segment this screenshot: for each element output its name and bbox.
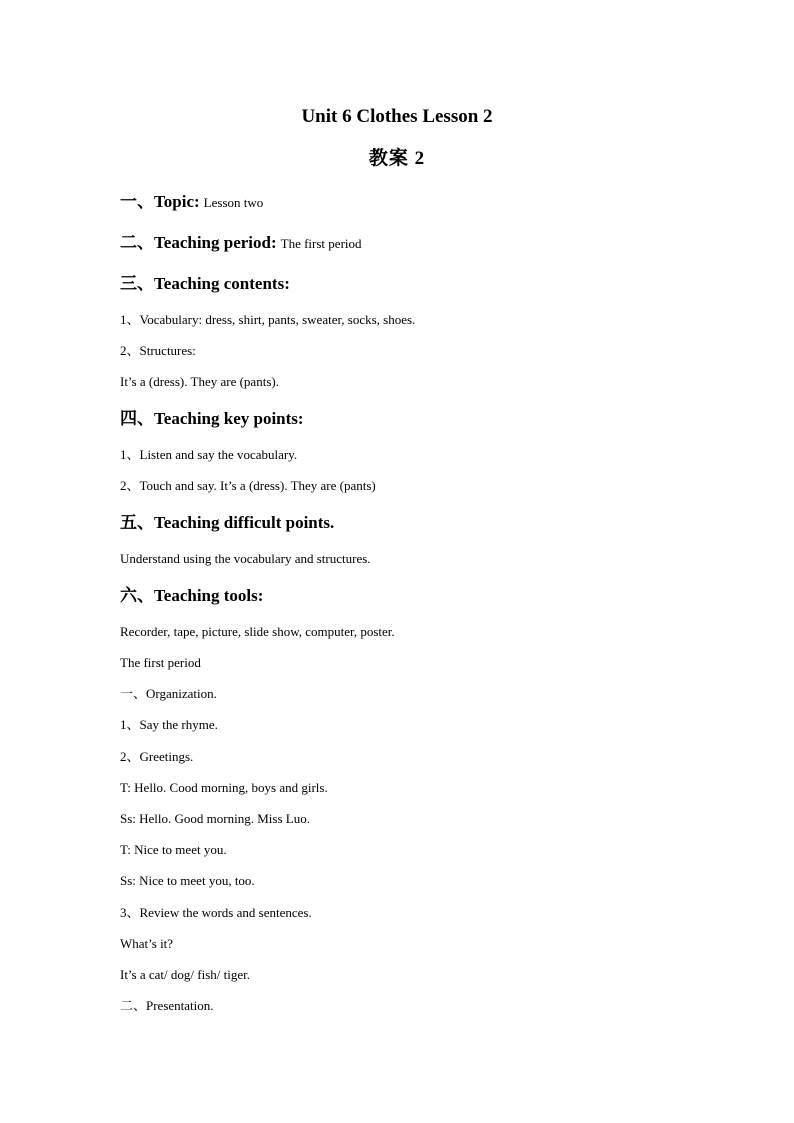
contents-line: 2、Structures: [120,343,196,358]
section-teaching-contents [120,273,290,295]
section-difficult-points [120,512,334,534]
document-title: Unit 6 Clothes Lesson 2 [301,106,493,127]
procedure-line: 1、Say the rhyme. [120,717,218,732]
section-teaching-contents-label: 三、Teaching contents: [120,274,290,293]
document-subtitle: 教案 2 [368,148,426,169]
section-topic-label: 一、Topic: [120,192,200,211]
procedure-line: The first period [120,655,201,670]
procedure-line: Ss: Nice to meet you, too. [120,873,255,888]
procedure-line: T: Hello. Cood morning, boys and girls. [120,780,328,795]
contents-line: It’s a (dress). They are (pants). [120,374,279,389]
procedure-line: 一、Organization. [120,686,217,701]
tools-line: Recorder, tape, picture, slide show, computer, poster. [120,624,395,639]
section-key-points-label: 四、Teaching key points: [120,409,304,428]
section-teaching-period-label: 二、Teaching period: [120,233,277,252]
section-topic-value: Lesson two [203,195,264,210]
key-point-line: 2、Touch and say. It’s a (dress). They are (pants) [120,478,376,493]
section-topic [120,191,263,214]
section-teaching-period [120,232,362,255]
procedure-line: What’s it? [120,936,174,951]
key-point-line: 1、Listen and say the vocabulary. [120,447,298,462]
section-teaching-tools [120,585,263,607]
difficult-point-line: Understand using the vocabulary and structures. [120,551,371,566]
procedure-line: 2、Greetings. [120,749,194,764]
section-key-points [120,408,304,430]
section-teaching-tools-label: 六、Teaching tools: [120,586,264,605]
procedure-line: It’s a cat/ dog/ fish/ tiger. [120,967,250,982]
section-teaching-period-value: The first period [280,236,362,251]
procedure-line: T: Nice to meet you. [120,842,227,857]
procedure-line: Ss: Hello. Good morning. Miss Luo. [120,811,310,826]
procedure-line: 3、Review the words and sentences. [120,905,312,920]
procedure-line: 二、Presentation. [120,998,214,1013]
contents-line: 1、Vocabulary: dress, shirt, pants, sweater, socks, shoes. [120,312,416,327]
section-difficult-points-label: 五、Teaching difficult points. [120,513,335,532]
